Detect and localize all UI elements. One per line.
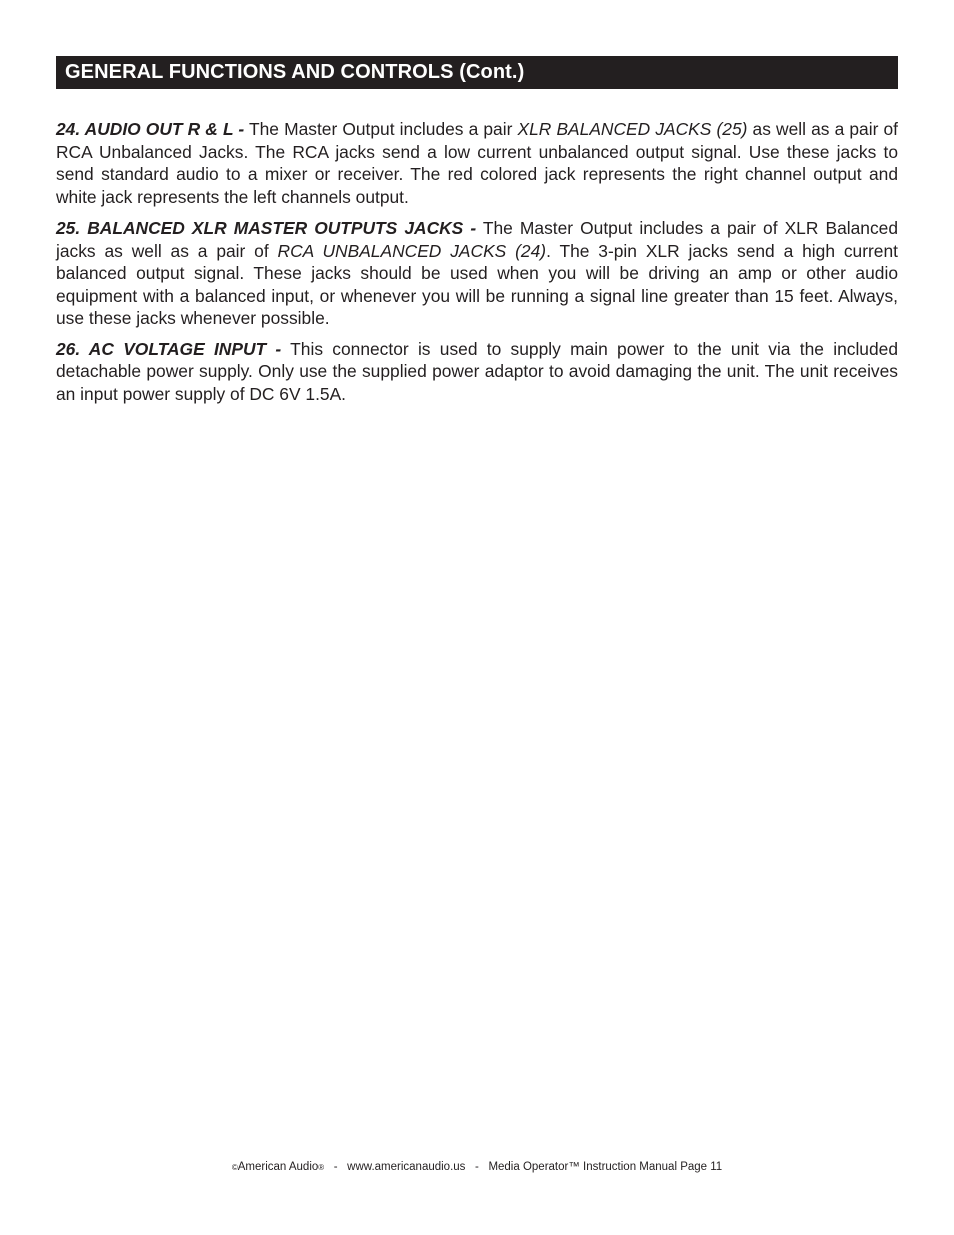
item-26-ac-voltage-input (56, 338, 898, 406)
copyright-mark: © (231, 1163, 238, 1172)
section-title: GENERAL FUNCTIONS AND CONTROLS (Cont.) (65, 61, 525, 83)
item-25-balanced-xlr (56, 217, 898, 330)
body-content (56, 118, 898, 413)
item-text: This connector is used to supply main power to the unit via the included detachable power supply. Only use the supplied power adaptor to avoid damaging the unit. The unit receives an input power supply of DC 6V 1.5A. (56, 338, 898, 404)
item-text: The Master Output includes a pair of XLR Balanced jacks as well as a pair of (56, 218, 898, 261)
footer-brand: American Audio (237, 1161, 319, 1173)
item-lead: 25. BALANCED XLR MASTER OUTPUTS JACKS - (56, 218, 477, 238)
footer-separator: - (465, 1161, 489, 1173)
footer-website: www.americanaudio.us (347, 1161, 466, 1173)
item-text: The Master Output includes a pair (244, 119, 518, 139)
item-lead: 24. AUDIO OUT R & L - (56, 119, 245, 139)
item-24-audio-out (56, 118, 898, 208)
registered-mark: ® (318, 1163, 325, 1172)
footer-separator: - (324, 1161, 348, 1173)
item-reference: XLR BALANCED JACKS (25) (517, 119, 748, 139)
item-lead: 26. AC VOLTAGE INPUT - (56, 338, 282, 359)
footer-manual-page: Media Operator™ Instruction Manual Page 11 (488, 1161, 723, 1173)
item-reference: RCA UNBALANCED JACKS (24) (277, 240, 547, 261)
section-header (56, 56, 898, 89)
item-text: as well as a pair of RCA Unbalanced Jacks. The RCA jacks send a low current unbalanced output signal. Use these jacks to send standard audio to a mixer or receiver. The red colored jack represents the right channel output and white jack represents the left channels output. (56, 119, 899, 207)
item-text: . The 3-pin XLR jacks send a high current balanced output signal. These jacks should be used when you will be driving an amp or other audio equipment with a balanced input, or whenever you will be running a signal line greater than 15 feet. Always, use these jacks whenever possible. (56, 240, 898, 328)
page-footer (0, 1161, 954, 1173)
